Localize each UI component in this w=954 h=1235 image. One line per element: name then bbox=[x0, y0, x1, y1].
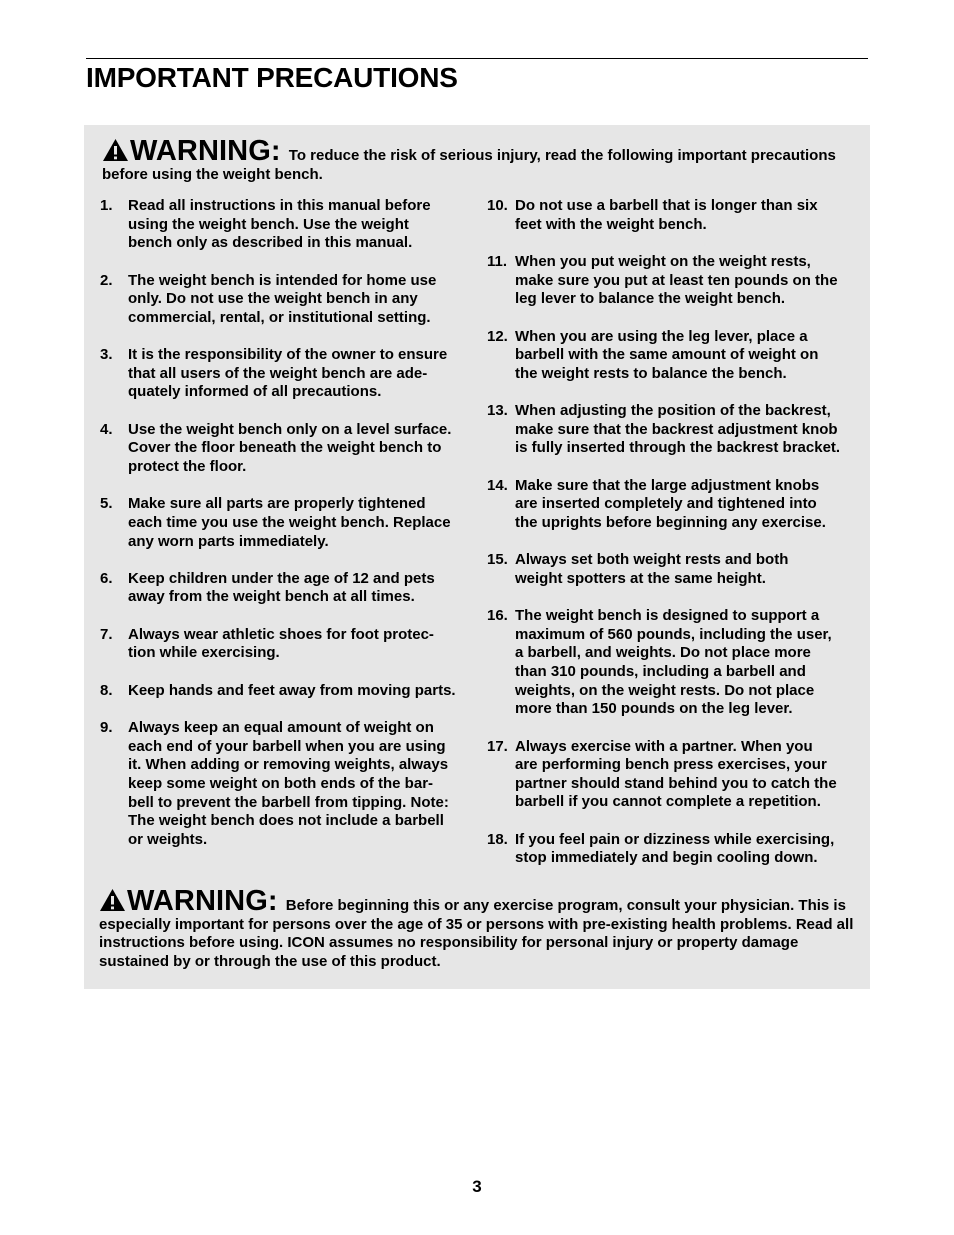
precaution-number: 9. bbox=[100, 719, 113, 737]
precaution-item bbox=[100, 495, 472, 551]
precaution-item bbox=[100, 626, 472, 663]
precaution-item bbox=[487, 551, 859, 588]
precaution-item bbox=[487, 831, 859, 868]
precaution-number: 14. bbox=[487, 476, 508, 494]
precaution-number: 6. bbox=[100, 569, 113, 587]
warning-triangle-icon bbox=[102, 138, 129, 162]
precaution-number: 17. bbox=[487, 737, 508, 755]
precaution-item bbox=[100, 421, 472, 477]
precaution-number: 3. bbox=[100, 346, 113, 364]
precaution-number: 5. bbox=[100, 495, 113, 513]
page-title: IMPORTANT PRECAUTIONS bbox=[86, 62, 458, 93]
precaution-item bbox=[487, 738, 859, 812]
warning-text: Before beginning this or any exercise program, consult your physician. This is especially important for persons over the age of 35 or persons with pre-existing health problems. Read all instructions before using. ICON assumes no responsibility for personal injury or property damage sustained by or through the use of this product. bbox=[99, 897, 854, 970]
header-rule bbox=[86, 58, 868, 59]
precaution-item bbox=[100, 272, 472, 328]
precaution-text: Keep children under the age of 12 and pets away from the weight bench at all times. bbox=[128, 569, 435, 606]
precaution-text: Keep hands and feet away from moving parts. bbox=[128, 681, 456, 699]
precaution-item bbox=[100, 719, 472, 849]
precaution-number: 12. bbox=[487, 327, 508, 345]
precaution-item bbox=[487, 607, 859, 719]
precaution-item bbox=[487, 402, 859, 458]
warning-text: To reduce the risk of serious injury, read the following important precautions before using the weight bench. bbox=[102, 147, 836, 183]
precaution-text: Always keep an equal amount of weight on each end of your barbell when you are using it. When adding or removing weights, always keep some weight on both ends of the bar- bell to prevent the barbell from tipping. Note: The weight bench does not include a barbell or weights. bbox=[128, 719, 449, 848]
precaution-item bbox=[100, 346, 472, 402]
precaution-item bbox=[487, 197, 859, 234]
precaution-text: Do not use a barbell that is longer than six feet with the weight bench. bbox=[515, 197, 818, 233]
page-number: 3 bbox=[472, 1177, 482, 1196]
precaution-number: 16. bbox=[487, 607, 508, 625]
precaution-text: The weight bench is intended for home use only. Do not use the weight bench in any commercial, rental, or institutional setting. bbox=[128, 271, 437, 326]
precaution-number: 8. bbox=[100, 681, 113, 699]
warning-heading bbox=[99, 885, 278, 917]
precaution-number: 1. bbox=[100, 197, 113, 214]
precaution-text: Make sure all parts are properly tightened each time you use the weight bench. Replace any worn parts immediately. bbox=[128, 495, 451, 550]
precaution-item bbox=[100, 197, 472, 253]
precaution-text: Always exercise with a partner. When you are performing bench press exercises, your partner should stand behind you to catch the barbell if you cannot complete a repetition. bbox=[515, 737, 837, 811]
warning-bottom bbox=[99, 887, 863, 971]
precaution-text: If you feel pain or dizziness while exercising, stop immediately and begin cooling down. bbox=[515, 830, 835, 867]
precaution-number: 11. bbox=[487, 252, 508, 270]
precaution-text: Use the weight bench only on a level surface. Cover the floor beneath the weight bench to protect the floor. bbox=[128, 420, 452, 475]
precaution-item bbox=[100, 682, 472, 701]
precaution-number: 13. bbox=[487, 402, 508, 420]
precautions-panel bbox=[84, 125, 870, 989]
precaution-number: 15. bbox=[487, 551, 508, 569]
precaution-item bbox=[487, 328, 859, 384]
precaution-text: When you put weight on the weight rests, make sure you put at least ten pounds on the leg lever to balance the weight bench. bbox=[515, 252, 838, 308]
precaution-text: Always set both weight rests and both weight spotters at the same height. bbox=[515, 551, 789, 587]
precaution-item bbox=[100, 570, 472, 607]
precaution-number: 18. bbox=[487, 830, 508, 848]
warning-triangle-icon bbox=[99, 888, 126, 912]
precaution-number: 4. bbox=[100, 420, 113, 438]
precaution-item bbox=[487, 253, 859, 309]
precautions-list-right bbox=[487, 197, 859, 887]
precaution-text: When you are using the leg lever, place a barbell with the same amount of weight on the weight rests to balance the bench. bbox=[515, 327, 819, 382]
precautions-list-left bbox=[100, 197, 472, 868]
precaution-text: Read all instructions in this manual before using the weight bench. Use the weight bench only as described in this manual. bbox=[128, 197, 431, 252]
precaution-number: 10. bbox=[487, 197, 508, 214]
precaution-text: Always wear athletic shoes for foot protec- tion while exercising. bbox=[128, 625, 434, 662]
precaution-number: 2. bbox=[100, 271, 113, 289]
precaution-text: Make sure that the large adjustment knobs are inserted completely and tightened into the uprights before beginning any exercise. bbox=[515, 476, 826, 531]
precaution-text: It is the responsibility of the owner to ensure that all users of the weight bench are ade- quately informed of all precautions. bbox=[128, 346, 448, 401]
precaution-text: When adjusting the position of the backrest, make sure that the backrest adjustment knob is fully inserted through the backrest bracket. bbox=[515, 402, 841, 457]
warning-label: WARNING: bbox=[127, 885, 278, 917]
warning-top bbox=[102, 137, 862, 184]
warning-heading bbox=[102, 135, 281, 167]
precaution-text: The weight bench is designed to support a maximum of 560 pounds, including the user, a barbell, and weights. Do not place more than 310 pounds, including a barbell and weights, on the weight rests. Do not place more than 150 pounds on the leg lever. bbox=[515, 607, 832, 718]
warning-label: WARNING: bbox=[130, 135, 281, 167]
precaution-number: 7. bbox=[100, 625, 113, 643]
precaution-item bbox=[487, 477, 859, 533]
